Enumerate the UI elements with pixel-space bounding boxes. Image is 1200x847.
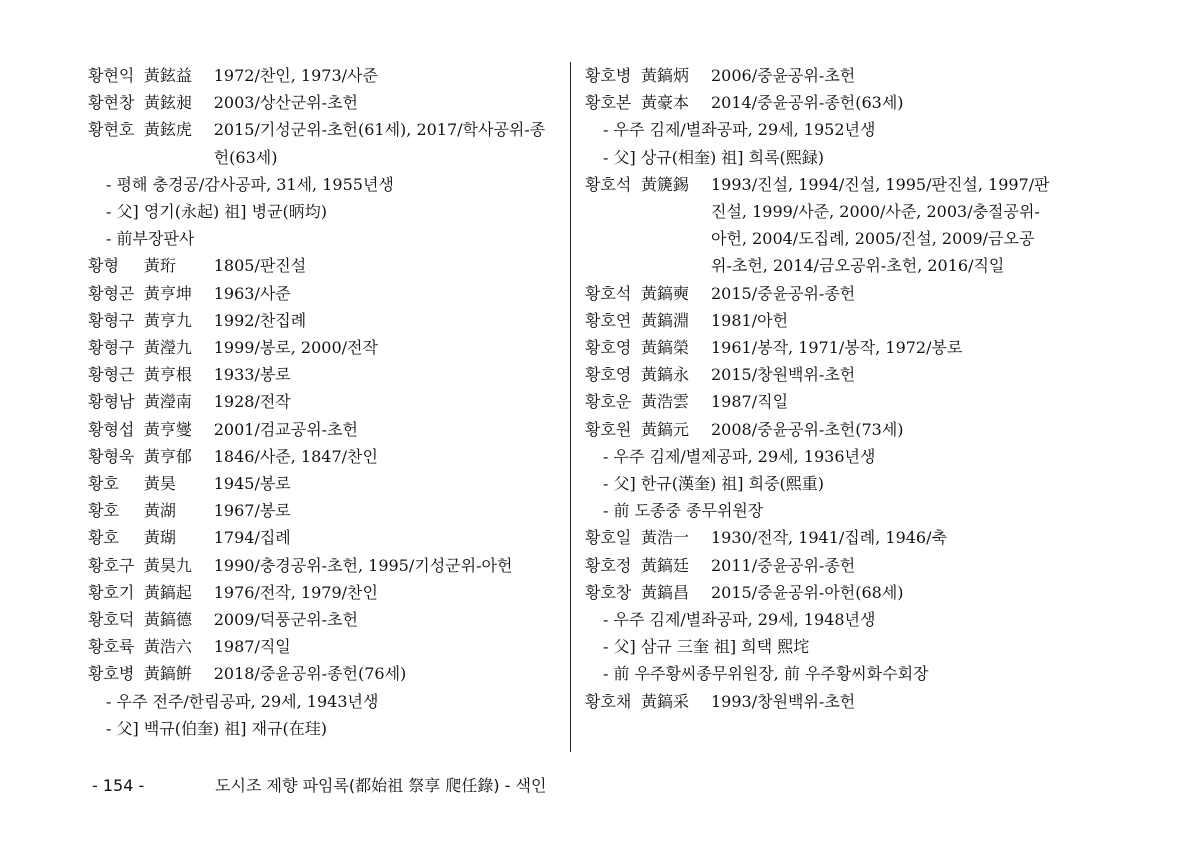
index-entry — [585, 524, 1065, 551]
entry-hanja: 黃鎬昌 — [641, 582, 690, 602]
index-entry — [88, 552, 558, 579]
entry-record: 2006/중윤공위-초헌 — [711, 66, 856, 85]
entry-name: 황형곤 — [88, 283, 135, 303]
entry-hanja: 黃亨九 — [143, 310, 192, 330]
index-entry — [585, 334, 1065, 361]
entry-detail: - 우주 김제/별제공파, 29세, 1936년생 — [603, 446, 876, 466]
entry-record: 2009/덕풍군위-초헌 — [213, 610, 358, 630]
index-entry — [585, 579, 1065, 606]
index-entry — [585, 688, 1065, 715]
entry-hanja: 黃亨郁 — [143, 446, 192, 466]
entry-hanja: 黃鎬德 — [143, 610, 192, 630]
entry-name: 황형섭 — [88, 419, 135, 439]
index-entry — [585, 62, 1065, 89]
entry-name: 황호본 — [585, 93, 632, 113]
index-entry — [88, 470, 558, 497]
entry-name: 황호기 — [88, 582, 135, 602]
entry-hanja: 黃珩 — [143, 256, 176, 276]
left-column — [88, 62, 558, 742]
entry-detail: - 父] 삼규 三奎 祖] 희택 熙垞 — [603, 637, 810, 657]
entry-record: 1805/판진설 — [213, 256, 307, 276]
entry-record: 1846/사준, 1847/찬인 — [213, 446, 378, 466]
entry-name: 황호석 — [585, 174, 632, 194]
entry-hanja: 黃鎬炳 — [641, 66, 690, 85]
entry-name: 황호창 — [585, 582, 632, 602]
entry-hanja: 黃鎬餠 — [143, 664, 192, 684]
page-footer — [92, 773, 546, 796]
entry-record: 1987/직일 — [711, 392, 789, 412]
index-entry — [88, 660, 558, 687]
entry-hanja: 黃昊 — [143, 474, 176, 494]
entry-hanja: 黃鎬奭 — [641, 283, 690, 303]
entry-hanja: 黃瀅南 — [143, 392, 192, 412]
index-entry — [585, 388, 1065, 415]
entry-hanja: 黃亨燮 — [143, 419, 192, 439]
index-entry — [88, 334, 558, 361]
entry-record: 2014/중윤공위-종헌(63세) — [711, 93, 904, 113]
entry-name: 황호 — [88, 474, 119, 494]
entry-name: 황형욱 — [88, 446, 135, 466]
entry-record: 1961/봉작, 1971/봉작, 1972/봉로 — [711, 338, 963, 358]
entry-record: 2001/검교공위-초헌 — [213, 419, 358, 439]
entry-detail: - 前부장판사 — [106, 229, 195, 249]
entry-name: 황호채 — [585, 691, 632, 711]
entry-record: 2015/중윤공위-아헌(68세) — [711, 582, 904, 602]
entry-hanja: 黃瀅九 — [143, 338, 192, 358]
index-entry — [585, 552, 1065, 579]
index-entry — [88, 307, 558, 334]
entry-hanja: 黃湖 — [143, 501, 176, 521]
column-divider — [570, 62, 571, 752]
entry-record: 1928/전작 — [213, 392, 291, 412]
entry-hanja: 黃鎬淵 — [641, 310, 690, 330]
entry-hanja: 黃昊九 — [143, 555, 192, 575]
index-entry — [88, 388, 558, 415]
index-entry — [88, 252, 558, 279]
entry-record: 2011/중윤공위-종헌 — [711, 555, 856, 575]
entry-hanja: 黃鉉益 — [143, 66, 192, 85]
entry-record: 1992/찬집례 — [213, 310, 307, 330]
entry-hanja: 黃鎬采 — [641, 691, 690, 711]
index-entry — [88, 606, 558, 633]
entry-record: 1976/전작, 1979/찬인 — [213, 582, 378, 602]
entry-name: 황호원 — [585, 419, 632, 439]
entry-name: 황현익 — [88, 66, 135, 85]
entry-hanja: 黃瑚 — [143, 528, 176, 548]
entry-record: 1794/집례 — [213, 528, 291, 548]
entry-detail: - 우주 전주/한림공파, 29세, 1943년생 — [106, 691, 379, 711]
entry-name: 황호병 — [88, 664, 135, 684]
entry-record: 1993/창원백위-초헌 — [711, 691, 856, 711]
entry-record: 1972/찬인, 1973/사준 — [213, 66, 378, 85]
entry-detail: - 父] 한규(漢奎) 祖] 희중(熙重) — [603, 474, 825, 494]
entry-name: 황형구 — [88, 338, 135, 358]
entry-name: 황형 — [88, 256, 119, 276]
entry-detail: - 父] 영기(永起) 祖] 병균(昞均) — [106, 202, 328, 222]
index-entry — [88, 416, 558, 443]
entry-detail: - 우주 김제/별좌공파, 29세, 1952년생 — [603, 120, 876, 140]
entry-detail: - 前 우주황씨종무위원장, 前 우주황씨화수회장 — [603, 664, 929, 684]
entry-name: 황호연 — [585, 310, 632, 330]
entry-hanja: 黃鉉虎 — [143, 120, 192, 140]
entry-name: 황형남 — [88, 392, 135, 412]
entry-name: 황현창 — [88, 93, 135, 113]
entry-record: 1999/봉로, 2000/전작 — [213, 338, 378, 358]
entry-record: 1933/봉로 — [213, 365, 291, 385]
index-entry — [585, 416, 1065, 443]
entry-hanja: 黃豪本 — [641, 93, 690, 113]
index-entry — [88, 89, 558, 116]
entry-record: 1930/전작, 1941/집례, 1946/축 — [711, 528, 947, 548]
entry-record: 2015/중윤공위-종헌 — [711, 283, 856, 303]
entry-hanja: 黃鎬榮 — [641, 338, 690, 358]
entry-hanja: 黃鉉昶 — [143, 93, 192, 113]
entry-hanja: 黃鎬廷 — [641, 555, 690, 575]
entry-name: 황호덕 — [88, 610, 135, 630]
entry-hanja: 黃亨坤 — [143, 283, 192, 303]
entry-name: 황호석 — [585, 283, 632, 303]
entry-hanja: 黃篪錫 — [641, 174, 690, 194]
entry-record: 1981/아헌 — [711, 310, 789, 330]
index-entry — [88, 280, 558, 307]
entry-record: 2008/중윤공위-초헌(73세) — [711, 419, 904, 439]
entry-name: 황호구 — [88, 555, 135, 575]
index-entry — [585, 171, 1065, 280]
entry-record: 1945/봉로 — [213, 474, 291, 494]
entry-record: 1987/직일 — [213, 637, 291, 657]
index-entry — [585, 280, 1065, 307]
entry-record: 1967/봉로 — [213, 501, 291, 521]
entry-detail: - 父] 백규(伯奎) 祖] 재규(在珪) — [106, 718, 328, 738]
index-entry — [88, 116, 558, 170]
index-entry — [88, 497, 558, 524]
entry-name: 황호일 — [585, 528, 632, 548]
entry-hanja: 黃亨根 — [143, 365, 192, 385]
entry-record: 2003/상산군위-초헌 — [213, 93, 358, 113]
index-entry — [88, 633, 558, 660]
entry-record: 2015/기성군위-초헌(61세), 2017/학사공위-종헌(63세) — [213, 120, 546, 167]
entry-hanja: 黃鎬起 — [143, 582, 192, 602]
entry-name: 황형근 — [88, 365, 135, 385]
page-number: - 154 - — [92, 776, 145, 795]
entry-record: 2015/창원백위-초헌 — [711, 365, 856, 385]
index-entry — [585, 361, 1065, 388]
entry-name: 황호 — [88, 501, 119, 521]
entry-hanja: 黃浩雲 — [641, 392, 690, 412]
entry-hanja: 黃浩六 — [143, 637, 192, 657]
entry-hanja: 黃鎬永 — [641, 365, 690, 385]
entry-hanja: 黃鎬元 — [641, 419, 690, 439]
entry-name: 황호운 — [585, 392, 632, 412]
entry-detail: - 前 도종중 종무위원장 — [603, 501, 764, 521]
entry-name: 황호병 — [585, 66, 632, 85]
right-column — [585, 62, 1065, 715]
index-entry — [88, 524, 558, 551]
entry-hanja: 黃浩一 — [641, 528, 690, 548]
entry-name: 황호륙 — [88, 637, 135, 657]
entry-detail: - 父] 상규(相奎) 祖] 희록(熙録) — [603, 147, 825, 167]
entry-detail: - 우주 김제/별좌공파, 29세, 1948년생 — [603, 610, 876, 630]
index-entry — [88, 443, 558, 470]
index-entry — [585, 89, 1065, 116]
entry-record: 2018/중윤공위-종헌(76세) — [213, 664, 407, 684]
index-entry — [88, 579, 558, 606]
entry-record: 1990/충경공위-초헌, 1995/기성군위-아헌 — [213, 555, 513, 575]
entry-name: 황호영 — [585, 365, 632, 385]
index-entry — [88, 361, 558, 388]
index-entry — [88, 62, 558, 89]
footer-title: 도시조 제향 파임록(都始祖 祭享 爬任錄) - 색인 — [215, 776, 547, 795]
entry-record: 1963/사준 — [213, 283, 291, 303]
index-entry — [585, 307, 1065, 334]
entry-record: 1993/진설, 1994/진설, 1995/판진설, 1997/판진설, 1999/사준, 2000/사준, 2003/충절공위-아헌, 2004/도집례, 2005/진설, 2009/금오공위-초헌, 2014/금오공위-초헌, 2016/직일 — [711, 174, 1050, 276]
entry-name: 황호영 — [585, 338, 632, 358]
entry-name: 황호정 — [585, 555, 632, 575]
entry-detail: - 평해 충경공/감사공파, 31세, 1955년생 — [106, 174, 394, 194]
entry-name: 황호 — [88, 528, 119, 548]
entry-name: 황형구 — [88, 310, 135, 330]
entry-name: 황현호 — [88, 120, 135, 140]
